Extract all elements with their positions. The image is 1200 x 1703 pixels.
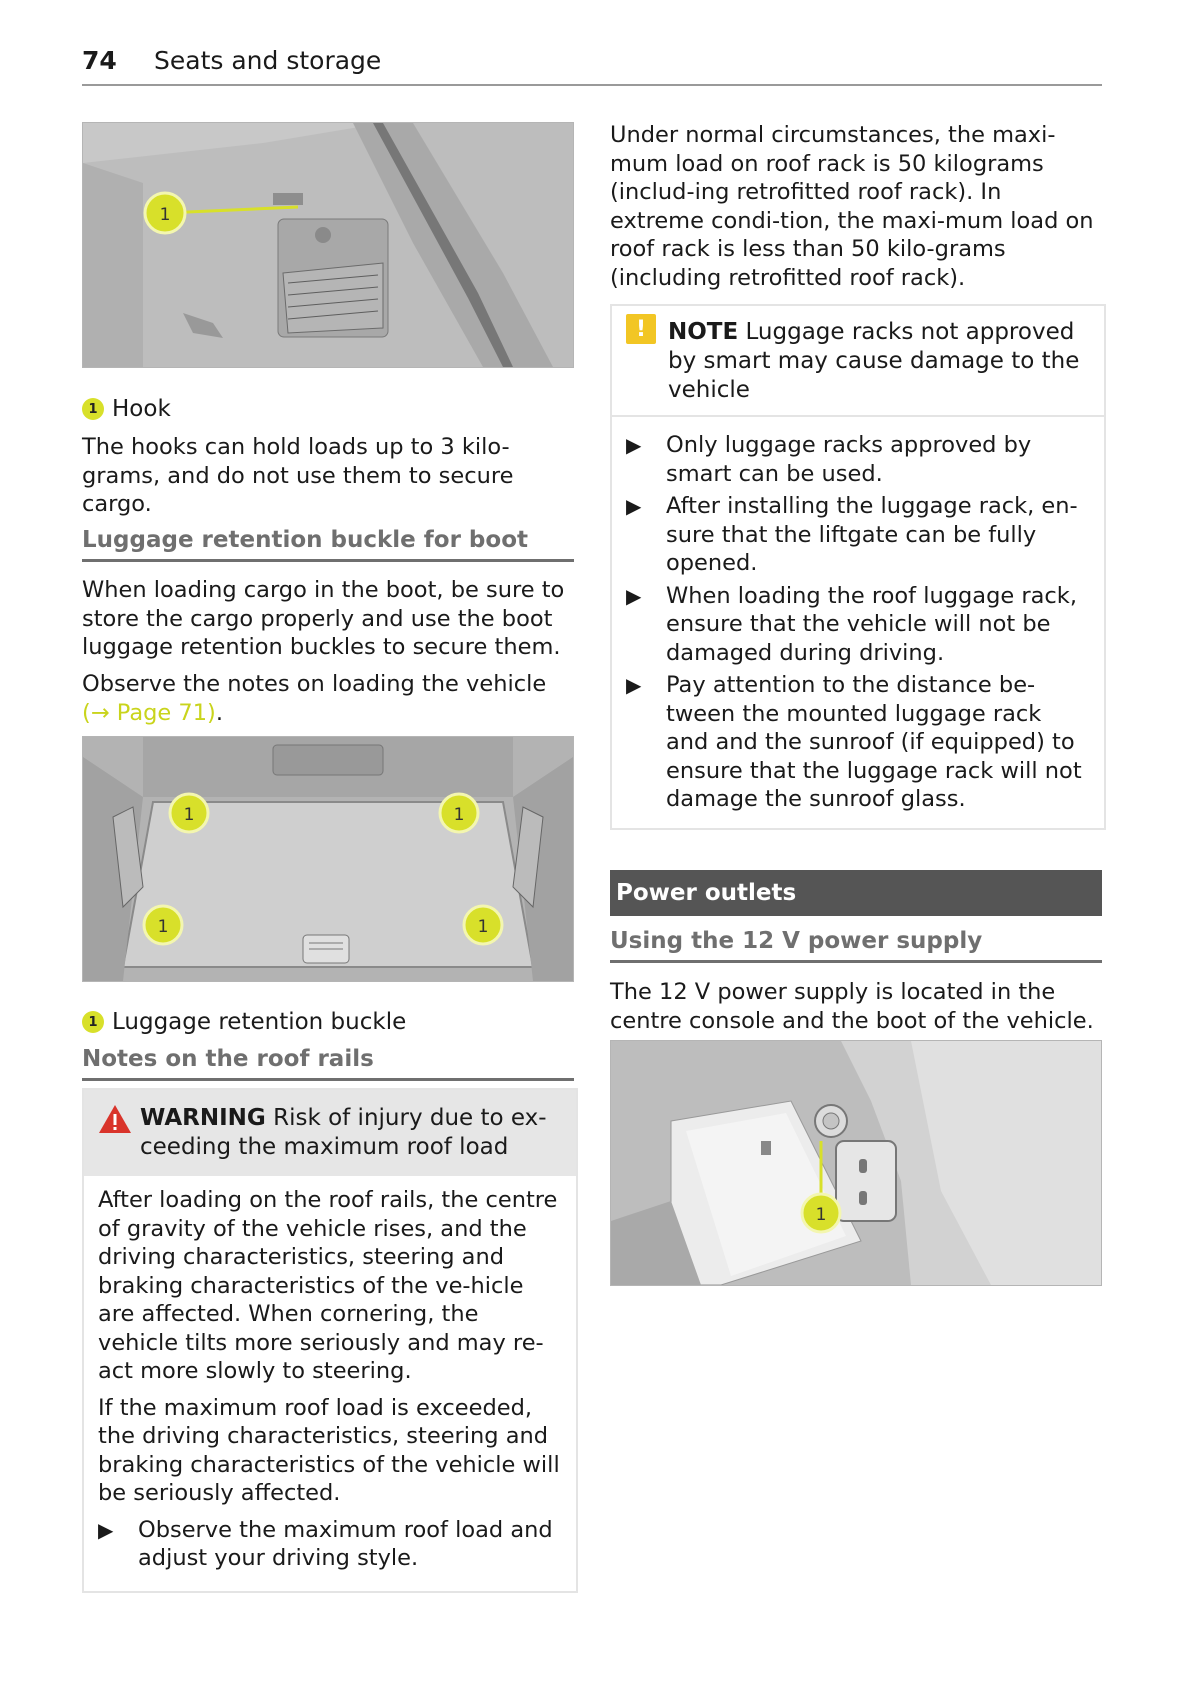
list-item (98, 1516, 562, 1573)
warning-header (84, 1090, 576, 1176)
note-body (612, 417, 1104, 828)
exclamation-icon: ! (626, 314, 656, 344)
warning-paragraph: If the maximum roof load is exceeded, the driving characteristics, steering and braking characteristics of the vehicle will be seriously affected. (98, 1394, 560, 1506)
warning-title: Risk of injury due to ex-ceeding the maximum roof load (140, 1105, 547, 1160)
legend-hook-label: Hook (112, 396, 171, 422)
callout-badge: 1 (82, 1011, 104, 1033)
subheading-luggage-retention: Luggage retention buckle for boot (82, 527, 574, 562)
list-item (626, 671, 1090, 814)
note-box (610, 304, 1106, 830)
page-header (82, 44, 1102, 86)
bullet-arrow-icon: ▶ (626, 673, 642, 697)
note-title: Luggage racks not approved by smart may cause damage to the vehicle (668, 319, 1080, 403)
figure-center-console (610, 1040, 1102, 1286)
callout-1: 1 (477, 917, 489, 937)
bullet-text: Observe the maximum roof load and adjust your driving style. (138, 1516, 553, 1571)
legend-luggage-buckle (82, 1009, 406, 1035)
page-number: 74 (82, 46, 117, 75)
list-item (626, 431, 1090, 488)
loading-notes-text: Observe the notes on loading the vehicle (82, 671, 547, 697)
warning-triangle-icon (98, 1104, 132, 1134)
figure-boot-hook (82, 122, 574, 368)
warning-box (82, 1088, 578, 1593)
callout-1: 1 (815, 1205, 827, 1225)
callout-1: 1 (159, 205, 171, 225)
bullet-text: After installing the luggage rack, en-sure that the liftgate can be fully opened. (666, 493, 1078, 576)
page-section-title: Seats and storage (154, 46, 382, 75)
warning-body (84, 1176, 576, 1591)
loading-notes-suffix: . (215, 699, 223, 726)
hook-description: The hooks can hold loads up to 3 kilo-grams, and do not use them to secure cargo. (82, 434, 514, 517)
subheading-roof-rails: Notes on the roof rails (82, 1046, 574, 1081)
luggage-retention-description: When loading cargo in the boot, be sure to store the cargo properly and use the boot luggage retention buckles to secure them. (82, 577, 565, 660)
legend-luggage-buckle-label: Luggage retention buckle (112, 1009, 407, 1035)
callout-1: 1 (453, 805, 465, 825)
note-header (612, 306, 1104, 417)
legend-hook (82, 396, 171, 422)
bullet-text: Pay attention to the distance be-tween the mounted luggage rack and and the sunroof (if equipped) to ensure that the luggage rack will not damage the sunroof glass. (666, 672, 1082, 812)
bullet-arrow-icon: ▶ (626, 494, 642, 518)
bullet-arrow-icon: ▶ (626, 433, 642, 457)
list-item (626, 582, 1090, 668)
note-label: NOTE (668, 319, 739, 345)
warning-label: WARNING (140, 1105, 266, 1131)
figure-boot-floor (82, 736, 574, 982)
list-item (626, 492, 1090, 578)
subheading-12v-power: Using the 12 V power supply (610, 928, 1102, 963)
bullet-text: Only luggage racks approved by smart can be used. (666, 432, 1032, 487)
bullet-arrow-icon: ▶ (626, 583, 642, 608)
roof-load-paragraph: Under normal circumstances, the maxi-mum load on roof rack is 50 kilograms (includ-ing retrofitted roof rack). In extreme condi-tion, the maxi-mum load on roof rack is less than 50 kilo-grams (including retrofitted roof rack). (610, 122, 1094, 291)
page-reference-link[interactable]: (→ Page 71) (82, 699, 216, 726)
bullet-arrow-icon: ▶ (98, 1517, 114, 1542)
callout-1: 1 (157, 917, 169, 937)
callout-1: 1 (183, 805, 195, 825)
callout-badge: 1 (82, 398, 104, 420)
heading-power-outlets: Power outlets (610, 870, 1102, 916)
power-supply-description: The 12 V power supply is located in the centre console and the boot of the vehicle. (610, 979, 1094, 1034)
loading-notes-paragraph (82, 670, 574, 727)
bullet-text: When loading the roof luggage rack, ensure that the vehicle will not be damaged during driving. (666, 582, 1077, 666)
warning-paragraph: After loading on the roof rails, the centre of gravity of the vehicle rises, and the driving characteristics, steering and braking characteristics of the ve-hicle are affected. When cornering, the vehicle tilts more seriously and may re-act more slowly to steering. (98, 1187, 558, 1384)
